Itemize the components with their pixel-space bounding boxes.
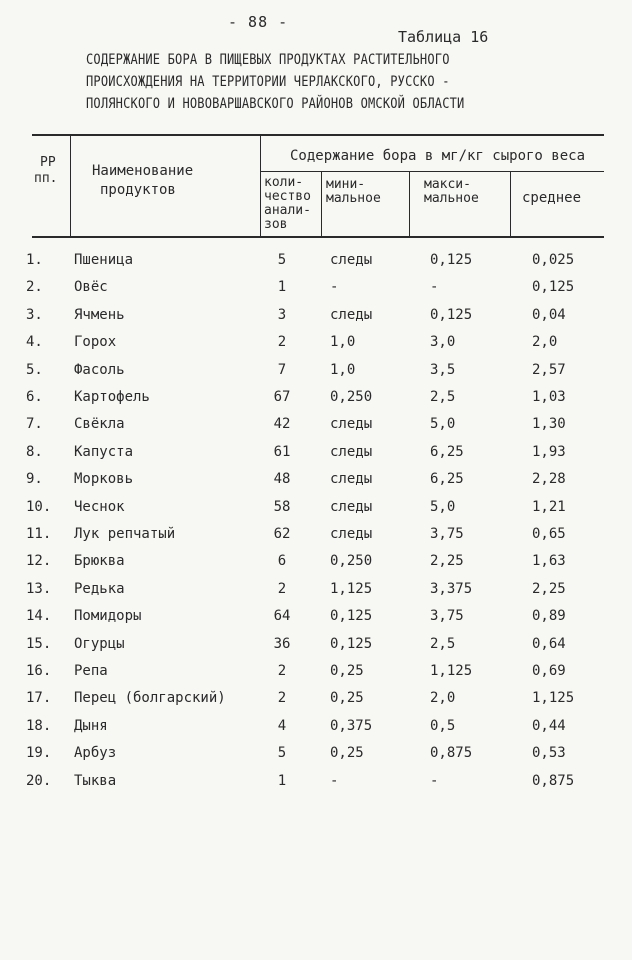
min-value: следы: [330, 252, 373, 268]
analysis-count: 3: [277, 307, 287, 323]
max-value: 0,125: [430, 252, 473, 268]
analysis-count: 7: [277, 362, 287, 378]
row-number: 2.: [26, 279, 43, 295]
row-number: 17.: [26, 690, 52, 706]
col-divider-5: [510, 172, 511, 238]
min-value: 0,125: [330, 636, 373, 652]
row-number: 19.: [26, 745, 52, 761]
min-value: следы: [330, 444, 373, 460]
header-bottom-rule: [32, 236, 604, 238]
min-value: -: [330, 773, 339, 789]
header-min-l2: мальное: [326, 191, 381, 206]
avg-value: 0,65: [532, 526, 566, 542]
max-value: 0,125: [430, 307, 473, 323]
analysis-count: 67: [273, 389, 291, 405]
min-value: 0,125: [330, 608, 373, 624]
avg-value: 0,53: [532, 745, 566, 761]
page-number: - 88 -: [228, 13, 289, 31]
product-name: Лук репчатый: [74, 526, 176, 542]
col-divider-2: [260, 134, 261, 238]
analysis-count: 42: [273, 416, 291, 432]
product-name: Огурцы: [74, 636, 125, 652]
header-name-line1: Наименование: [92, 163, 194, 179]
max-value: 3,0: [430, 334, 456, 350]
product-name: Помидоры: [74, 608, 142, 624]
avg-value: 2,57: [532, 362, 566, 378]
row-number: 13.: [26, 581, 52, 597]
min-value: 0,375: [330, 718, 373, 734]
max-value: 2,25: [430, 553, 464, 569]
analysis-count: 6: [277, 553, 287, 569]
max-value: 6,25: [430, 444, 464, 460]
min-value: следы: [330, 307, 373, 323]
avg-value: 1,93: [532, 444, 566, 460]
analysis-count: 48: [273, 471, 291, 487]
avg-value: 1,30: [532, 416, 566, 432]
analysis-count: 62: [273, 526, 291, 542]
col-divider-4: [409, 172, 410, 238]
max-value: 3,75: [430, 526, 464, 542]
max-value: 2,5: [430, 636, 456, 652]
analysis-count: 58: [273, 499, 291, 515]
avg-value: 2,25: [532, 581, 566, 597]
col-divider-3: [321, 172, 322, 238]
header-count-l1: коли-: [264, 175, 304, 190]
product-name: Репа: [74, 663, 108, 679]
max-value: 5,0: [430, 499, 456, 515]
row-number: 20.: [26, 773, 52, 789]
max-value: 0,875: [430, 745, 473, 761]
avg-value: 0,44: [532, 718, 566, 734]
row-number: 8.: [26, 444, 43, 460]
header-count-l2: чество: [264, 189, 311, 204]
row-number: 5.: [26, 362, 43, 378]
avg-value: 0,89: [532, 608, 566, 624]
product-name: Арбуз: [74, 745, 117, 761]
min-value: 1,0: [330, 334, 356, 350]
row-number: 6.: [26, 389, 43, 405]
analysis-count: 4: [277, 718, 287, 734]
avg-value: 1,03: [532, 389, 566, 405]
group-underline: [260, 171, 604, 172]
analysis-count: 5: [277, 252, 287, 268]
avg-value: 1,21: [532, 499, 566, 515]
product-name: Свёкла: [74, 416, 125, 432]
min-value: 0,250: [330, 389, 373, 405]
row-number: 16.: [26, 663, 52, 679]
product-name: Морковь: [74, 471, 134, 487]
max-value: -: [430, 279, 439, 295]
row-number: 4.: [26, 334, 43, 350]
row-number: 14.: [26, 608, 52, 624]
avg-value: 1,63: [532, 553, 566, 569]
min-value: 0,25: [330, 663, 364, 679]
analysis-count: 2: [277, 334, 287, 350]
avg-value: 0,125: [532, 279, 575, 295]
avg-value: 0,69: [532, 663, 566, 679]
col-divider-1: [70, 134, 71, 238]
max-value: 2,5: [430, 389, 456, 405]
max-value: -: [430, 773, 439, 789]
max-value: 3,375: [430, 581, 473, 597]
analysis-count: 36: [273, 636, 291, 652]
max-value: 1,125: [430, 663, 473, 679]
product-name: Дыня: [74, 718, 108, 734]
analysis-count: 1: [277, 773, 287, 789]
min-value: 0,25: [330, 690, 364, 706]
row-number: 11.: [26, 526, 52, 542]
row-number: 12.: [26, 553, 52, 569]
max-value: 0,5: [430, 718, 456, 734]
header-max-l1: макси-: [424, 177, 471, 192]
product-name: Чеснок: [74, 499, 125, 515]
product-name: Ячмень: [74, 307, 125, 323]
analysis-count: 5: [277, 745, 287, 761]
min-value: 0,25: [330, 745, 364, 761]
max-value: 3,5: [430, 362, 456, 378]
table-top-rule: [32, 134, 604, 136]
product-name: Капуста: [74, 444, 134, 460]
min-value: следы: [330, 526, 373, 542]
row-number: 10.: [26, 499, 52, 515]
min-value: 0,250: [330, 553, 373, 569]
title-line-3: ПОЛЯНСКОГО И НОВОВАРШАВСКОГО РАЙОНОВ ОМСКОЙ ОБЛАСТИ: [86, 96, 465, 112]
title-line-1: СОДЕРЖАНИЕ БОРА В ПИЩЕВЫХ ПРОДУКТАХ РАСТИТЕЛЬНОГО: [86, 52, 450, 68]
header-name-line2: продуктов: [100, 182, 176, 198]
header-num-line2: пп.: [34, 171, 58, 186]
product-name: Овёс: [74, 279, 108, 295]
row-number: 3.: [26, 307, 43, 323]
avg-value: 2,28: [532, 471, 566, 487]
analysis-count: 1: [277, 279, 287, 295]
table-label: Таблица 16: [398, 28, 489, 46]
row-number: 9.: [26, 471, 43, 487]
min-value: следы: [330, 499, 373, 515]
analysis-count: 2: [277, 663, 287, 679]
header-min-l1: мини-: [326, 177, 366, 192]
header-count-l3: анали-: [264, 203, 311, 218]
header-count-l4: зов: [264, 217, 288, 232]
avg-value: 0,025: [532, 252, 575, 268]
analysis-count: 64: [273, 608, 291, 624]
product-name: Фасоль: [74, 362, 125, 378]
product-name: Тыква: [74, 773, 117, 789]
header-avg: среднее: [522, 190, 582, 206]
max-value: 6,25: [430, 471, 464, 487]
avg-value: 2,0: [532, 334, 558, 350]
max-value: 3,75: [430, 608, 464, 624]
product-name: Горох: [74, 334, 117, 350]
header-num-line1: РР: [40, 155, 56, 170]
avg-value: 0,875: [532, 773, 575, 789]
min-value: следы: [330, 416, 373, 432]
min-value: следы: [330, 471, 373, 487]
product-name: Брюква: [74, 553, 125, 569]
analysis-count: 2: [277, 581, 287, 597]
header-max-l2: мальное: [424, 191, 479, 206]
title-line-2: ПРОИСХОЖДЕНИЯ НА ТЕРРИТОРИИ ЧЕРЛАКСКОГО, РУССКО -: [86, 74, 450, 90]
row-number: 18.: [26, 718, 52, 734]
product-name: Пшеница: [74, 252, 134, 268]
row-number: 1.: [26, 252, 43, 268]
row-number: 15.: [26, 636, 52, 652]
min-value: -: [330, 279, 339, 295]
avg-value: 1,125: [532, 690, 575, 706]
product-name: Редька: [74, 581, 125, 597]
avg-value: 0,64: [532, 636, 566, 652]
min-value: 1,0: [330, 362, 356, 378]
analysis-count: 2: [277, 690, 287, 706]
max-value: 5,0: [430, 416, 456, 432]
product-name: Картофель: [74, 389, 150, 405]
row-number: 7.: [26, 416, 43, 432]
header-group: Содержание бора в мг/кг сырого веса: [290, 148, 586, 164]
min-value: 1,125: [330, 581, 373, 597]
avg-value: 0,04: [532, 307, 566, 323]
analysis-count: 61: [273, 444, 291, 460]
product-name: Перец (болгарский): [74, 690, 226, 706]
max-value: 2,0: [430, 690, 456, 706]
